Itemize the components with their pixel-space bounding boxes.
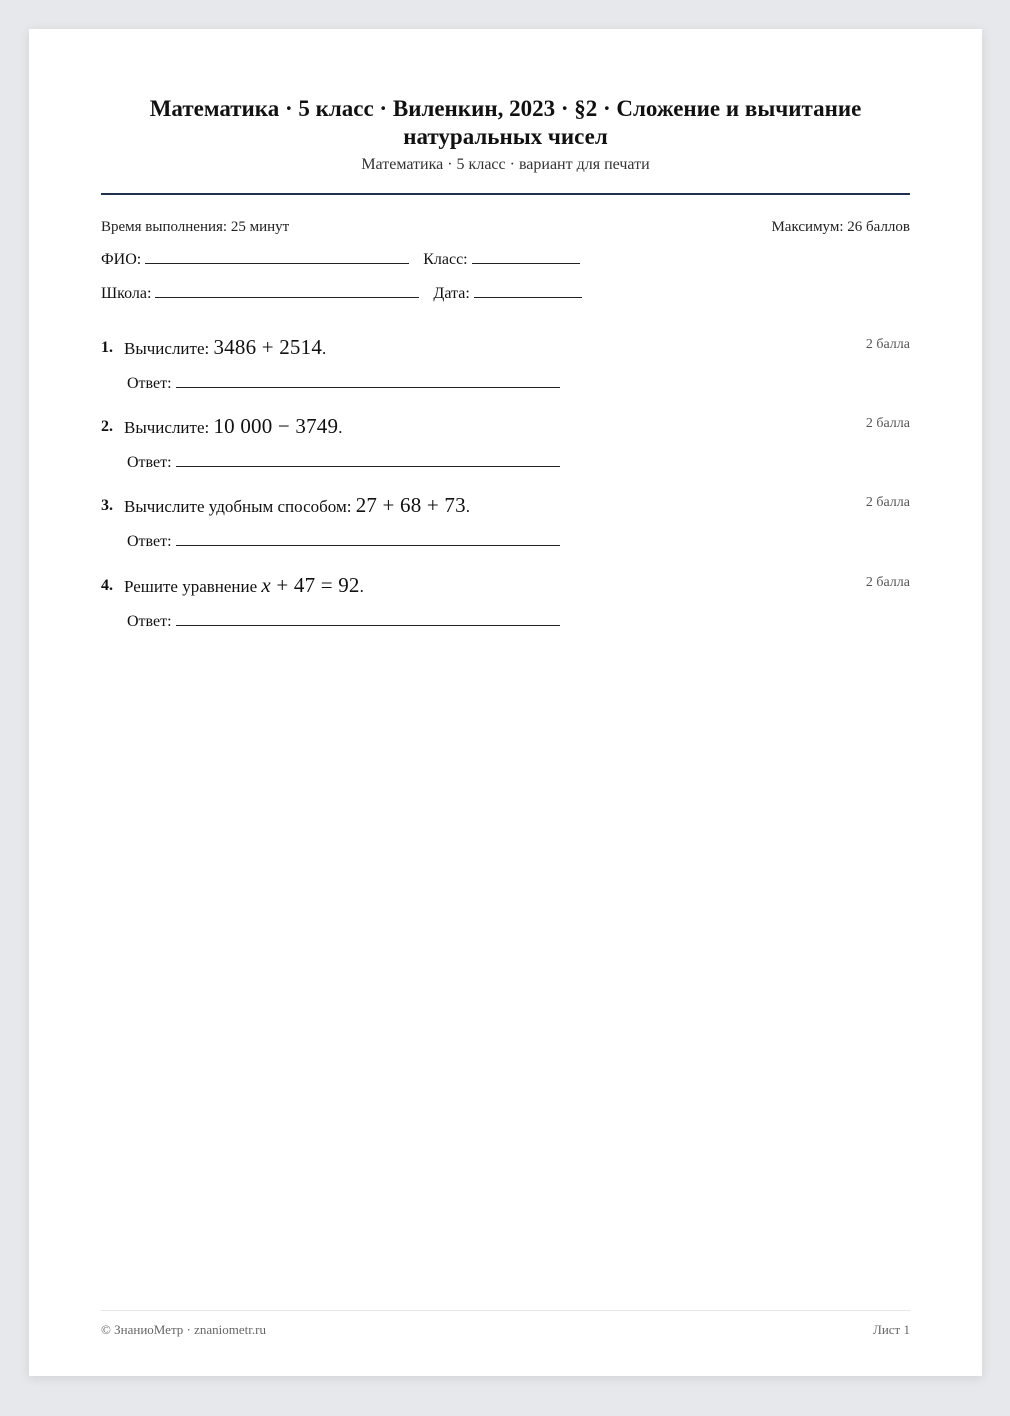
time-limit: Время выполнения: 25 минут	[101, 219, 290, 235]
footer-sheet-number: Лист 1	[873, 1322, 910, 1337]
page-subtitle: Математика · 5 класс · вариант для печати	[361, 156, 650, 173]
answer-line[interactable]	[176, 624, 560, 626]
max-score: Максимум: 26 баллов	[771, 219, 910, 235]
math-variable: x	[261, 573, 271, 597]
class-label: Класс:	[423, 251, 468, 268]
math-rest: + 47 = 92	[270, 573, 360, 597]
task-prompt: Вычислите удобным способом:	[124, 497, 352, 516]
title-divider	[101, 193, 910, 195]
date-line[interactable]	[474, 296, 582, 298]
footer-copyright: © ЗнаниоМетр · znaniometr.ru	[101, 1322, 266, 1337]
task-points: 2 балла	[865, 416, 910, 431]
task-expression	[261, 573, 359, 597]
task-text	[124, 414, 342, 439]
answer-line[interactable]	[176, 386, 560, 388]
task-number: 1.	[101, 339, 113, 356]
task-prompt: Решите уравнение	[124, 577, 258, 596]
task-expression: 3486 + 2514	[213, 335, 323, 359]
task-suffix: .	[338, 418, 343, 437]
school-line[interactable]	[155, 296, 419, 298]
fields-row-2	[101, 285, 582, 303]
footer-divider	[101, 1310, 910, 1311]
answer-line[interactable]	[176, 544, 560, 546]
task-number: 4.	[101, 577, 113, 594]
answer-line[interactable]	[176, 465, 560, 467]
task-points: 2 балла	[865, 337, 910, 352]
page-title: Математика · 5 класс · Виленкин, 2023 · §2 · Сложение и вычитание натуральных чисел	[149, 96, 862, 149]
task-number: 2.	[101, 418, 113, 435]
task-number: 3.	[101, 497, 113, 514]
answer-label: Ответ:	[127, 454, 172, 471]
task-suffix: .	[465, 497, 471, 516]
task-points: 2 балла	[865, 495, 910, 510]
task-suffix: .	[322, 339, 327, 358]
fio-line[interactable]	[145, 262, 409, 264]
task-prompt: Вычислите:	[124, 418, 210, 437]
answer-label: Ответ:	[127, 533, 172, 550]
task-points: 2 балла	[865, 575, 910, 590]
task-text	[124, 335, 326, 360]
answer-row	[127, 454, 560, 472]
task-text	[124, 493, 470, 518]
class-line[interactable]	[472, 262, 580, 264]
school-label: Школа:	[101, 285, 152, 302]
answer-label: Ответ:	[127, 375, 172, 392]
answer-row	[127, 533, 560, 551]
answer-row	[127, 613, 560, 631]
task-expression: 27 + 68 + 73	[355, 493, 466, 517]
date-label: Дата:	[433, 285, 470, 302]
worksheet-page	[29, 29, 982, 1376]
fields-row-1	[101, 251, 580, 269]
answer-label: Ответ:	[127, 613, 172, 630]
task-text	[124, 573, 364, 598]
fio-label: ФИО:	[101, 251, 142, 268]
answer-row	[127, 375, 560, 393]
task-prompt: Вычислите:	[124, 339, 210, 358]
task-suffix: .	[359, 577, 364, 596]
task-expression: 10 000 − 3749	[213, 414, 339, 438]
